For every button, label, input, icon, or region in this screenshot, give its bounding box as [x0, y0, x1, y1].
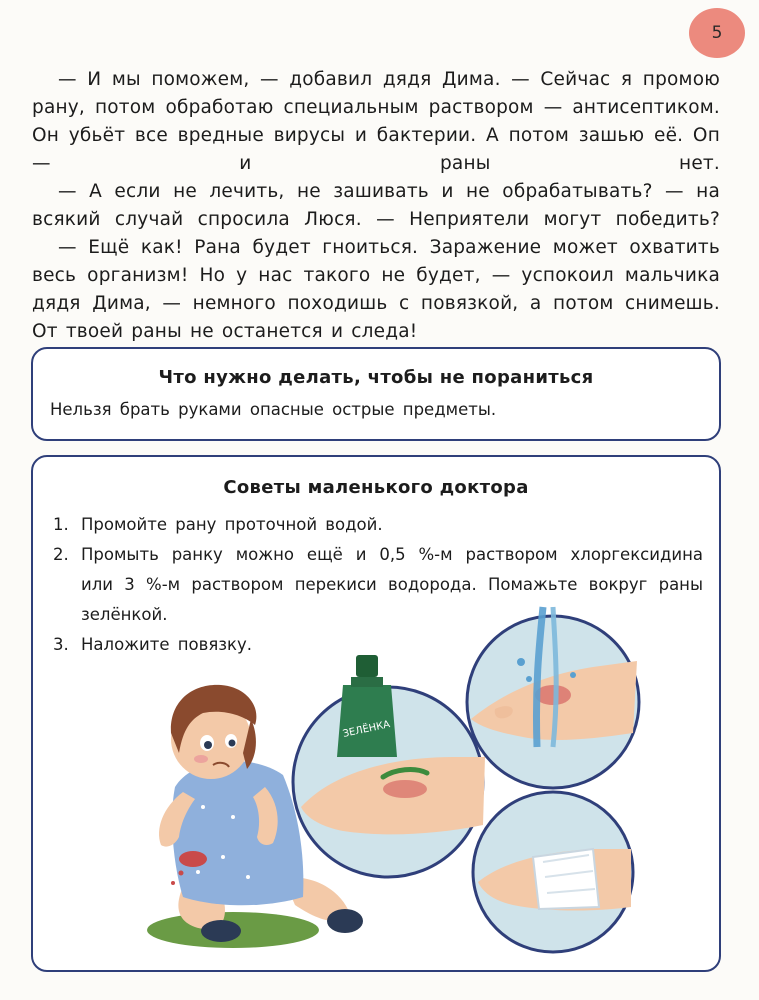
story-paragraph: — Ещё как! Рана будет гноиться. Заражение может охватить весь организм! Но у нас такого не будет, — успокоил мальчика дядя Дима, — немного походишь с повязкой, а потом снимешь. От твоей раны не останется и следа! — [32, 237, 720, 342]
tip-text: Наложите повязку. — [81, 635, 253, 654]
tip-number: 1. — [53, 515, 69, 534]
tips-box-title: Советы маленького доктора — [223, 477, 529, 498]
tip-number: 3. — [53, 635, 69, 654]
story-text — [32, 66, 720, 346]
safety-box-title: Что нужно делать, чтобы не пораниться — [158, 367, 594, 388]
bandaged-hand-circle — [473, 792, 633, 952]
tip-text: Промыть ранку можно ещё и 0,5 %-м раствором хлоргексидина или 3 %-м раствором перекиси водорода. Помажьте вокруг раны зелёнкой. — [81, 545, 703, 624]
tip-text: Промойте рану проточной водой. — [81, 515, 383, 534]
tips-box — [31, 455, 721, 972]
page-number-badge: 5 — [689, 8, 745, 58]
antiseptic-bottle — [337, 655, 397, 757]
washing-wound-circle — [467, 607, 639, 788]
story-paragraph: — А если не лечить, не зашивать и не обрабатывать? — на всякий случай спросила Люся. — Неприятели могут победить? — [32, 181, 720, 230]
tip-number: 2. — [53, 545, 69, 564]
safety-box-text: Нельзя брать руками опасные острые предметы. — [50, 400, 497, 419]
safety-box — [31, 347, 721, 441]
bottle-label: ЗЕЛЁНКА — [341, 719, 392, 740]
first-aid-illustration — [33, 457, 719, 970]
story-paragraph: — И мы поможем, — добавил дядя Дима. — Сейчас я промою рану, потом обработаю специальным раствором — антисептиком. Он убьёт все вредные вирусы и бактерии. А потом зашью её. Оп — и раны нет. — [32, 69, 720, 174]
